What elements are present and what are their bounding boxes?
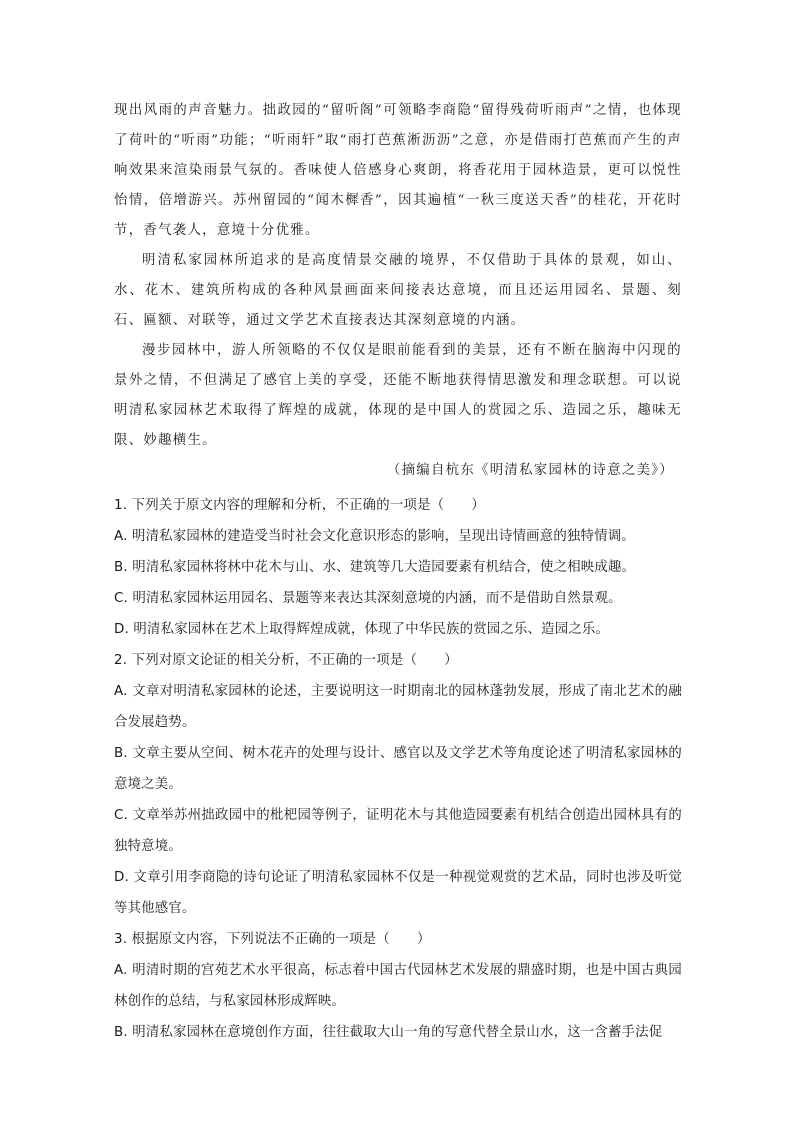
passage-paragraph-2: 明清私家园林所追求的是高度情景交融的境界，不仅借助于具体的景观，如山、水、花木、建筑所构成的各种风景画面来间接表达意境，而且还运用园名、景题、刻石、匾额、对联等，通过文学艺术直接表达其深刻意境的内涵。 [114,253,682,328]
question-2 [114,645,682,924]
passage-source: （摘编自杭东《明清私家园林的诗意之美》） [386,463,674,478]
question-option: D. 明清私家园林在艺术上取得辉煌成就，体现了中华民族的赏园之乐、造园之乐。 [114,622,610,637]
question-stem: 1. 下列关于原文内容的理解和分析，不正确的一项是（ ） [114,498,485,513]
question-option: B. 文章主要从空间、树木花卉的处理与设计、感官以及文学艺术等角度论述了明清私家园林的意境之美。 [114,746,682,792]
question-option: C. 文章举苏州拙政园中的枇杷园等例子，证明花木与其他造园要素有机结合创造出园林具有的独特意境。 [114,808,682,854]
question-stem: 3. 根据原文内容，下列说法不正确的一项是（ ） [114,932,431,947]
question-option: B. 明清私家园林将林中花木与山、水、建筑等几大造园要素有机结合，使之相映成趣。 [114,560,636,575]
question-list [114,490,682,1048]
question-option: C. 明清私家园林运用园名、景题等来表达其深刻意境的内涵，而不是借助自然景观。 [114,591,622,606]
document-page [114,96,682,1048]
question-3 [114,924,682,1048]
question-option: A. 明清私家园林的建造受当时社会文化意识形态的影响，呈现出诗情画意的独特情调。 [114,529,635,544]
passage-paragraph-3: 漫步园林中，游人所领略的不仅仅是眼前能看到的美景，还有不断在脑海中闪现的景外之情，不但满足了感官上美的享受，还能不断地获得情思激发和理念联想。可以说明清私家园林艺术取得了辉煌的成就，体现的是中国人的赏园之乐、造园之乐，趣味无限、妙趣横生。 [114,343,682,448]
question-option: A. 文章对明清私家园林的论述，主要说明这一时期南北的园林蓬勃发展，形成了南北艺术的融合发展趋势。 [114,684,682,730]
question-option: B. 明清私家园林在意境创作方面，往往截取大山一角的写意代替全景山水，这一含蓄手法促 [114,1025,663,1040]
question-1 [114,490,682,645]
reading-passage [114,96,682,486]
question-option: D. 文章引用李商隐的诗句论证了明清私家园林不仅是一种视觉观赏的艺术品，同时也涉及听觉等其他感官。 [114,870,682,916]
question-option: A. 明清时期的宫苑艺术水平很高，标志着中国古代园林艺术发展的鼎盛时期，也是中国古典园林创作的总结，与私家园林形成辉映。 [114,963,682,1009]
passage-paragraph-1: 现出风雨的声音魅力。拙政园的“留听阁”可领略李商隐“留得残荷听雨声”之情，也体现了荷叶的“听雨”功能；“听雨轩”取“雨打芭蕉淅沥沥”之意，亦是借雨打芭蕉而产生的声响效果来渲染雨景气氛的。香味使人倍感身心爽朗，将香花用于园林造景，更可以悦性怡情，倍增游兴。苏州留园的“闻木樨香”，因其遍植“一秋三度送天香”的桂花，开花时节，香气袭人，意境十分优雅。 [114,103,682,238]
question-stem: 2. 下列对原文论证的相关分析，不正确的一项是（ ） [114,653,458,668]
